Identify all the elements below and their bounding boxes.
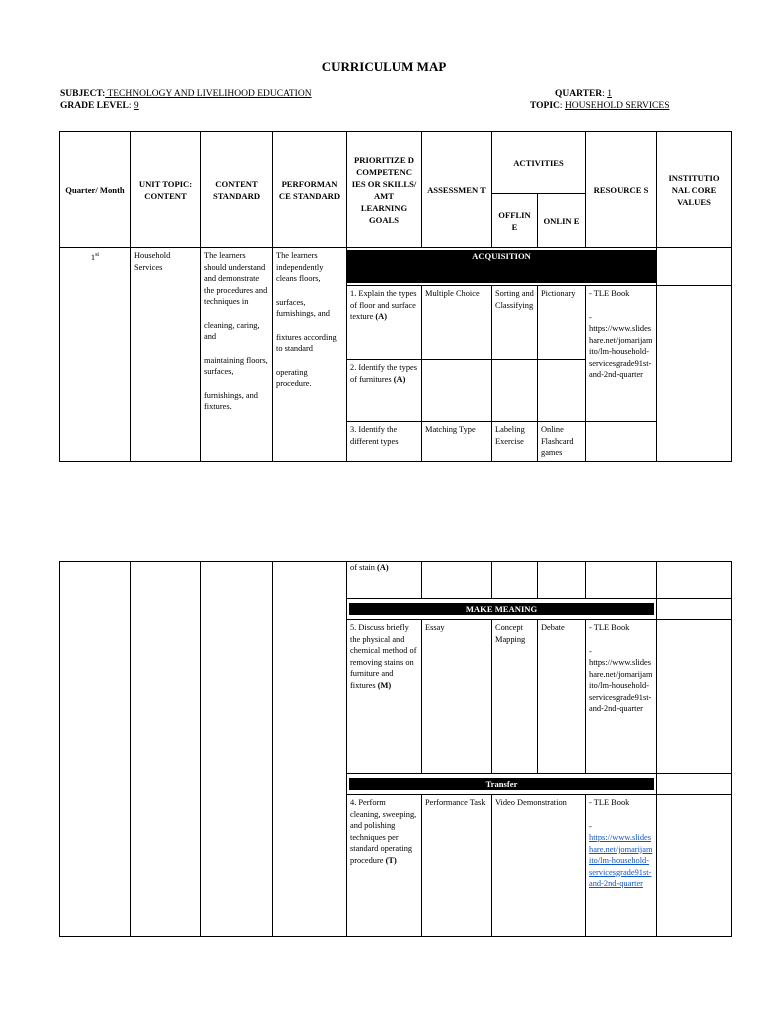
transfer-band-cell	[347, 774, 657, 795]
competency-cell: of stain (A)	[347, 562, 422, 599]
acquisition-band-cell	[347, 248, 657, 286]
resource-link: https://www.slideshare.net/jomarijamito/lm-household-servicesgrade91st-and-2nd-quarter	[589, 658, 653, 713]
assessment-cell: Multiple Choice	[422, 286, 492, 360]
assessment-cell: Matching Type	[422, 422, 492, 462]
online-activity-cell: Online Flashcard games	[538, 422, 586, 462]
header-values: INSTITUTIO NAL CORE VALUES	[657, 132, 732, 248]
continuation-row	[60, 562, 732, 599]
curriculum-table-page2	[59, 561, 732, 937]
subject-line: SUBJECT: TECHNOLOGY AND LIVELIHOOD EDUCATION	[60, 89, 312, 99]
resources-cell: - TLE Book - https://www.slideshare.net/jomarijamito/lm-household-servicesgrade91st-and-2nd-quarter	[586, 286, 657, 422]
performance-standard-cell: The learners independently cleans floors, surfaces, furnishings, and fixtures according to standard operating procedure.	[273, 248, 347, 462]
acquisition-row	[60, 248, 732, 286]
values-cell	[657, 286, 732, 462]
grade-line: GRADE LEVEL: 9	[60, 101, 139, 111]
assessment-cell: Performance Task	[422, 795, 492, 937]
header-activities: ACTIVITIES	[492, 132, 586, 194]
competency-cell: 2. Identify the types of furnitures (A)	[347, 360, 422, 422]
make-meaning-band-cell	[347, 599, 657, 620]
topic-label: TOPIC	[530, 101, 560, 111]
quarter-label: QUARTER	[555, 89, 603, 99]
grade-value: 9	[133, 101, 139, 111]
header-assessment: ASSESSMEN T	[422, 132, 492, 248]
resources-cell: - TLE Book - https://www.slideshare.net/jomarijamito/lm-household-servicesgrade91st-and-2nd-quarter	[586, 795, 657, 937]
header-online: ONLIN E	[538, 194, 586, 248]
offline-activity-cell: Concept Mapping	[492, 620, 538, 774]
competency-cell: 1. Explain the types of floor and surface texture (A)	[347, 286, 422, 360]
transfer-band: Transfer	[349, 778, 654, 790]
quarter-line: QUARTER: 1	[555, 89, 612, 99]
topic-value: HOUSEHOLD SERVICES	[564, 101, 670, 111]
quarter-cell: 1st	[60, 248, 131, 462]
content-standard-cell: The learners should understand and demonstrate the procedures and techniques in cleaning, caring, and maintaining floors, surfaces, furnishings, and fixtures.	[201, 248, 273, 462]
competency-cell: 5. Discuss briefly the physical and chemical method of removing stains on furniture and fixtures (M)	[347, 620, 422, 774]
online-activity-cell: Debate	[538, 620, 586, 774]
offline-activity-cell: Video Demonstration	[492, 795, 586, 937]
resource-link: https://www.slideshare.net/jomarijamito/lm-household-servicesgrade91st-and-2nd-quarter	[589, 324, 653, 379]
online-activity-cell: Pictionary	[538, 286, 586, 360]
acquisition-band: ACQUISITION	[347, 250, 656, 283]
offline-activity-cell: Labeling Exercise	[492, 422, 538, 462]
values-cell-acq	[657, 248, 732, 286]
header-unit-topic: UNIT TOPIC: CONTENT	[131, 132, 201, 248]
assessment-cell: Essay	[422, 620, 492, 774]
resource-hyperlink[interactable]: https://www.slideshare.net/jomarijamito/lm-household-servicesgrade91st-and-2nd-quarter	[589, 833, 653, 888]
grade-label: GRADE LEVEL	[60, 101, 129, 111]
curriculum-table-page1	[59, 131, 732, 462]
quarter-value: 1	[607, 89, 612, 99]
header-content-standard: CONTENT STANDARD	[201, 132, 273, 248]
competency-cell: 4. Perform cleaning, sweeping, and polishing techniques per standard operating procedure (T)	[347, 795, 422, 937]
page-title: CURRICULUM MAP	[321, 59, 447, 74]
header-resources: RESOURCE S	[586, 132, 657, 248]
header-quarter: Quarter/ Month	[60, 132, 131, 248]
make-meaning-band: MAKE MEANING	[349, 603, 654, 615]
header-performance-standard: PERFORMAN CE STANDARD	[273, 132, 347, 248]
resources-cell: - TLE Book - https://www.slideshare.net/jomarijamito/lm-household-servicesgrade91st-and-2nd-quarter	[586, 620, 657, 774]
header-row	[60, 132, 732, 194]
header-offline: OFFLIN E	[492, 194, 538, 248]
subject-value: TECHNOLOGY AND LIVELIHOOD EDUCATION	[105, 89, 312, 99]
offline-activity-cell: Sorting and Classifying	[492, 286, 538, 360]
topic-line: TOPIC: HOUSEHOLD SERVICES	[530, 101, 670, 111]
subject-label: SUBJECT	[60, 89, 103, 99]
competency-cell: 3. Identify the different types	[347, 422, 422, 462]
header-competencies: PRIORITIZE D COMPETENC IES OR SKILLS/ AMT LEARNING GOALS	[347, 132, 422, 248]
unit-topic-cell: Household Services	[131, 248, 201, 462]
